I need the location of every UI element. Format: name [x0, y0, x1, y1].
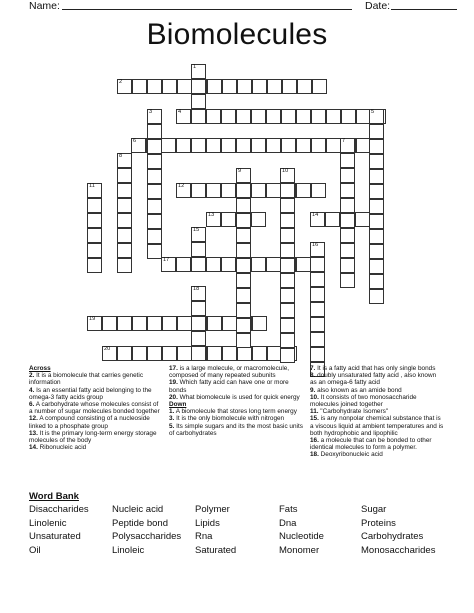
- grid-cell[interactable]: [340, 213, 355, 228]
- clue-item-text: Deoxyribonucleic acid: [318, 451, 383, 459]
- clue-item-text: is a large molecule, or macromolecule, composed of many repeated subunits: [169, 365, 290, 380]
- clue-number: 19: [89, 316, 96, 322]
- word-bank-word: Sugar: [361, 504, 387, 515]
- grid-cell[interactable]: [117, 228, 132, 243]
- grid-cell[interactable]: [191, 301, 206, 316]
- grid-cell[interactable]: [117, 183, 132, 198]
- clue-item: [310, 451, 444, 458]
- clue-number: 7: [342, 138, 346, 144]
- grid-cell[interactable]: [236, 243, 251, 258]
- grid-cell[interactable]: [132, 316, 147, 331]
- clue-item-number: 3.: [169, 415, 175, 423]
- grid-cell[interactable]: [266, 257, 281, 272]
- grid-cell[interactable]: [191, 64, 206, 79]
- grid-cell[interactable]: [369, 214, 384, 229]
- grid-cell[interactable]: [355, 212, 370, 227]
- grid-cell[interactable]: [132, 79, 147, 94]
- grid-cell[interactable]: [266, 183, 281, 198]
- grid-cell[interactable]: [147, 199, 162, 214]
- grid-cell[interactable]: [221, 183, 236, 198]
- clue-item-text: Which fatty acid can have one or more bonds: [169, 379, 289, 394]
- grid-cell[interactable]: [236, 333, 251, 348]
- clue-item-number: 8.: [310, 372, 316, 380]
- grid-cell[interactable]: [117, 258, 132, 273]
- grid-cell[interactable]: [117, 213, 132, 228]
- name-label: Name:: [29, 0, 60, 12]
- word-bank-word: Polymer: [195, 504, 230, 515]
- grid-cell[interactable]: [191, 316, 206, 331]
- clue-item: [169, 423, 303, 437]
- grid-cell[interactable]: [369, 274, 384, 289]
- grid-cell[interactable]: [191, 109, 206, 124]
- word-bank-word: Peptide bond: [112, 517, 168, 529]
- grid-cell[interactable]: [340, 183, 355, 198]
- clue-item-text: It consists of two monosaccharide molecules joined together: [310, 393, 417, 409]
- grid-cell[interactable]: [280, 198, 295, 213]
- grid-cell[interactable]: [236, 168, 251, 183]
- grid-cell[interactable]: [340, 273, 355, 288]
- grid-cell[interactable]: [176, 138, 191, 153]
- date-label: Date:: [365, 0, 391, 12]
- clue-item-text: Its simple sugars and its the most basic units of carbohydrates: [169, 422, 303, 437]
- clue-item-text: A carbohydrate whose molecules consist of a number of sugar molecules bonded together: [29, 401, 160, 416]
- grid-cell[interactable]: [369, 259, 384, 274]
- clues-column-1: [29, 365, 163, 451]
- grid-cell[interactable]: [280, 318, 295, 333]
- grid-cell[interactable]: [236, 273, 251, 288]
- grid-cell[interactable]: [236, 183, 251, 198]
- clue-number: 8: [119, 153, 123, 159]
- grid-cell[interactable]: [221, 138, 236, 153]
- clue-item: [310, 437, 444, 451]
- clue-item-number: 10.: [310, 393, 319, 401]
- grid-cell[interactable]: [252, 79, 267, 94]
- word-bank-word: Disaccharides: [29, 504, 89, 515]
- grid-cell[interactable]: [266, 138, 281, 153]
- grid-cell[interactable]: [267, 79, 282, 94]
- clue-number: 5: [371, 109, 375, 115]
- clue-number: 12: [178, 183, 185, 189]
- clue-item-number: 11.: [310, 408, 319, 416]
- grid-cell[interactable]: [177, 316, 192, 331]
- clue-number: 14: [312, 212, 319, 218]
- clue-item-text: A compound consisting of a nucleoside linked to a phosphate group: [29, 415, 150, 430]
- grid-cell[interactable]: [341, 109, 356, 124]
- grid-cell[interactable]: [102, 316, 117, 331]
- across-heading: Across: [29, 365, 51, 372]
- grid-cell[interactable]: [296, 138, 311, 153]
- grid-cell[interactable]: [280, 348, 295, 363]
- word-bank-word: Lipids: [195, 517, 220, 529]
- clue-number: 10: [282, 168, 289, 174]
- word-bank-word: Unsaturated: [29, 531, 81, 543]
- grid-cell[interactable]: [117, 79, 132, 94]
- clue-item: [310, 394, 444, 408]
- grid-cell[interactable]: [340, 168, 355, 183]
- clue-item-number: 2.: [29, 372, 35, 380]
- grid-cell[interactable]: [221, 109, 236, 124]
- grid-cell[interactable]: [251, 183, 266, 198]
- grid-cell[interactable]: [236, 288, 251, 303]
- grid-cell[interactable]: [87, 183, 102, 198]
- grid-cell[interactable]: [222, 79, 237, 94]
- grid-cell[interactable]: [191, 257, 206, 272]
- grid-cell[interactable]: [312, 79, 327, 94]
- word-bank-word: Linolenic: [29, 517, 67, 529]
- grid-cell[interactable]: [310, 347, 325, 362]
- word-bank-word: Proteins: [361, 517, 396, 529]
- grid-cell[interactable]: [340, 138, 355, 153]
- word-bank-word: Monomer: [279, 544, 320, 556]
- clue-number: 9: [238, 168, 242, 174]
- grid-cell[interactable]: [311, 183, 326, 198]
- clue-item-number: 15.: [310, 415, 319, 423]
- clue-item-number: 4.: [29, 386, 35, 394]
- grid-cell[interactable]: [147, 169, 162, 184]
- clue-item-text: What biomolecule is used for quick energy: [177, 393, 300, 401]
- grid-cell[interactable]: [206, 212, 221, 227]
- clue-item: [169, 408, 303, 415]
- grid-cell[interactable]: [310, 242, 325, 257]
- grid-cell[interactable]: [296, 257, 311, 272]
- grid-cell[interactable]: [176, 183, 191, 198]
- grid-cell[interactable]: [87, 243, 102, 258]
- grid-cell[interactable]: [266, 109, 281, 124]
- grid-cell[interactable]: [252, 346, 267, 361]
- clue-item: [169, 379, 303, 393]
- grid-cell[interactable]: [340, 243, 355, 258]
- grid-cell[interactable]: [282, 79, 297, 94]
- word-bank-word: Nucleotide: [279, 531, 324, 543]
- grid-cell[interactable]: [191, 94, 206, 109]
- grid-cell[interactable]: [311, 138, 326, 153]
- clue-number: 6: [133, 138, 137, 144]
- grid-cell[interactable]: [280, 273, 295, 288]
- grid-cell[interactable]: [251, 257, 266, 272]
- grid-cell[interactable]: [207, 346, 222, 361]
- grid-cell[interactable]: [326, 138, 341, 153]
- word-bank-column: [112, 503, 181, 557]
- clue-item-number: 16.: [310, 437, 319, 445]
- clue-item-number: 19.: [169, 379, 178, 387]
- grid-cell[interactable]: [369, 109, 384, 124]
- grid-cell[interactable]: [369, 199, 384, 214]
- grid-cell[interactable]: [191, 286, 206, 301]
- grid-cell[interactable]: [237, 346, 252, 361]
- grid-cell[interactable]: [326, 109, 341, 124]
- clue-number: 15: [193, 227, 200, 233]
- grid-cell[interactable]: [280, 213, 295, 228]
- grid-cell[interactable]: [251, 212, 266, 227]
- grid-cell[interactable]: [236, 228, 251, 243]
- clue-item: [29, 430, 163, 444]
- grid-cell[interactable]: [236, 318, 251, 333]
- clue-item: [169, 365, 303, 379]
- grid-cell[interactable]: [206, 109, 221, 124]
- clue-item: [169, 394, 303, 401]
- grid-cell[interactable]: [161, 257, 176, 272]
- grid-cell[interactable]: [176, 109, 191, 124]
- grid-cell[interactable]: [369, 124, 384, 139]
- grid-cell[interactable]: [310, 302, 325, 317]
- grid-cell[interactable]: [311, 109, 326, 124]
- grid-cell[interactable]: [207, 79, 222, 94]
- grid-cell[interactable]: [296, 109, 311, 124]
- grid-cell[interactable]: [191, 138, 206, 153]
- grid-cell[interactable]: [236, 198, 251, 213]
- grid-cell[interactable]: [131, 138, 146, 153]
- clue-item: [310, 365, 444, 372]
- grid-cell[interactable]: [369, 139, 384, 154]
- word-bank-word: Dna: [279, 517, 297, 529]
- grid-cell[interactable]: [87, 228, 102, 243]
- grid-cell[interactable]: [340, 228, 355, 243]
- grid-cell[interactable]: [310, 332, 325, 347]
- grid-cell[interactable]: [117, 316, 132, 331]
- grid-cell[interactable]: [340, 153, 355, 168]
- clue-item: [29, 372, 163, 386]
- grid-cell[interactable]: [147, 154, 162, 169]
- word-bank-column: [195, 503, 236, 557]
- clue-number: 3: [149, 109, 153, 115]
- grid-cell[interactable]: [369, 244, 384, 259]
- grid-cell[interactable]: [147, 124, 162, 139]
- clue-item-text: It is a biomolecule that carries genetic information: [29, 372, 144, 387]
- word-bank-word: Fats: [279, 504, 298, 515]
- word-bank-word: Carbohydrates: [361, 531, 424, 543]
- grid-cell[interactable]: [280, 333, 295, 348]
- clues-column-2: [169, 365, 303, 437]
- grid-cell[interactable]: [340, 198, 355, 213]
- grid-cell[interactable]: [177, 79, 192, 94]
- grid-cell[interactable]: [310, 257, 325, 272]
- grid-cell[interactable]: [117, 168, 132, 183]
- grid-cell[interactable]: [87, 213, 102, 228]
- grid-cell[interactable]: [369, 154, 384, 169]
- grid-cell[interactable]: [191, 227, 206, 242]
- grid-cell[interactable]: [236, 303, 251, 318]
- grid-cell[interactable]: [191, 79, 206, 94]
- grid-cell[interactable]: [162, 79, 177, 94]
- grid-cell[interactable]: [310, 317, 325, 332]
- grid-cell[interactable]: [251, 138, 266, 153]
- word-bank-word: Monosaccharides: [361, 544, 436, 556]
- grid-cell[interactable]: [191, 183, 206, 198]
- clue-item-text: It is a fatty acid that has only single bonds: [315, 365, 436, 372]
- grid-cell[interactable]: [222, 316, 237, 331]
- grid-cell[interactable]: [206, 138, 221, 153]
- grid-cell[interactable]: [280, 183, 295, 198]
- grid-cell[interactable]: [280, 243, 295, 258]
- grid-cell[interactable]: [87, 258, 102, 273]
- clue-item-text: "Carbohydrate Isomers": [318, 408, 389, 416]
- clue-number: 1: [193, 64, 197, 70]
- grid-cell[interactable]: [222, 346, 237, 361]
- clue-item-text: doubly unsaturated fatty acid , also known as an omega-6 fatty acid: [310, 372, 437, 387]
- name-line[interactable]: [62, 0, 352, 10]
- grid-cell[interactable]: [147, 214, 162, 229]
- clue-item: [310, 387, 444, 394]
- grid-cell[interactable]: [176, 257, 191, 272]
- grid-cell[interactable]: [296, 183, 311, 198]
- clue-item-number: 7.: [310, 365, 316, 372]
- grid-cell[interactable]: [147, 109, 162, 124]
- grid-cell[interactable]: [191, 242, 206, 257]
- grid-cell[interactable]: [177, 346, 192, 361]
- grid-cell[interactable]: [280, 258, 295, 273]
- grid-cell[interactable]: [281, 109, 296, 124]
- clue-item-number: 12.: [29, 415, 38, 423]
- grid-cell[interactable]: [147, 244, 162, 259]
- grid-cell[interactable]: [191, 346, 206, 361]
- grid-cell[interactable]: [369, 289, 384, 304]
- grid-cell[interactable]: [147, 229, 162, 244]
- grid-cell[interactable]: [251, 109, 266, 124]
- clue-number: 20: [104, 346, 111, 352]
- word-bank-column: [29, 503, 89, 557]
- grid-cell[interactable]: [310, 212, 325, 227]
- grid-cell[interactable]: [221, 212, 236, 227]
- grid-cell[interactable]: [117, 243, 132, 258]
- grid-cell[interactable]: [117, 153, 132, 168]
- clue-item-number: 1.: [169, 408, 175, 416]
- grid-cell[interactable]: [310, 272, 325, 287]
- clue-item-number: 13.: [29, 429, 38, 437]
- clue-item-number: 14.: [29, 444, 38, 452]
- clue-number: 2: [119, 79, 123, 85]
- grid-cell[interactable]: [297, 79, 312, 94]
- clue-number: 13: [208, 212, 215, 218]
- clue-item: [29, 444, 163, 451]
- word-bank-title: Word Bank: [29, 491, 79, 502]
- clue-item-text: A biomolecule that stores long term energy: [174, 408, 297, 416]
- clue-item-number: 18.: [310, 451, 319, 459]
- grid-cell[interactable]: [147, 139, 162, 154]
- clue-item-text: is any nonpolar chemical substance that is a viscous liquid at ambient temperatures and is both hydrophobic and lipophilic: [310, 415, 444, 437]
- grid-cell[interactable]: [236, 258, 251, 273]
- grid-cell[interactable]: [237, 79, 252, 94]
- clue-item: [310, 415, 444, 437]
- grid-cell[interactable]: [340, 258, 355, 273]
- clue-item: [29, 387, 163, 401]
- grid-cell[interactable]: [369, 169, 384, 184]
- word-bank-word: Oil: [29, 544, 41, 556]
- grid-cell[interactable]: [147, 346, 162, 361]
- grid-cell[interactable]: [147, 316, 162, 331]
- clue-number: 4: [178, 109, 182, 115]
- grid-cell[interactable]: [310, 287, 325, 302]
- grid-cell[interactable]: [369, 184, 384, 199]
- grid-cell[interactable]: [280, 168, 295, 183]
- clue-item-text: It is the only biomolecule with nitrogen: [174, 415, 285, 423]
- grid-cell[interactable]: [280, 288, 295, 303]
- grid-cell[interactable]: [207, 316, 222, 331]
- grid-cell[interactable]: [132, 346, 147, 361]
- clue-number: 18: [193, 286, 200, 292]
- clue-item-text: Ribonucleic acid: [37, 444, 87, 452]
- clue-number: 17: [163, 257, 170, 263]
- grid-cell[interactable]: [280, 228, 295, 243]
- clue-item-text: It is the primary long-term energy storage molecules of the body: [29, 429, 157, 445]
- grid-cell[interactable]: [161, 138, 176, 153]
- grid-cell[interactable]: [147, 79, 162, 94]
- grid-cell[interactable]: [191, 331, 206, 346]
- page-title: Biomolecules: [146, 18, 328, 51]
- grid-cell[interactable]: [281, 138, 296, 153]
- grid-cell[interactable]: [117, 198, 132, 213]
- word-bank-word: Linoleic: [112, 544, 145, 556]
- clue-item-text: a molecule that can be bonded to other identical molecules to form a polymer.: [310, 437, 432, 452]
- clue-item-number: 6.: [29, 401, 35, 409]
- grid-cell[interactable]: [325, 212, 340, 227]
- word-bank-column: [361, 503, 435, 557]
- grid-cell[interactable]: [236, 213, 251, 228]
- clue-item-number: 9.: [310, 386, 316, 394]
- grid-cell[interactable]: [280, 303, 295, 318]
- clue-item: [29, 401, 163, 415]
- clue-item: [29, 415, 163, 429]
- clue-item-number: 17.: [169, 365, 178, 372]
- clue-item-number: 20.: [169, 393, 178, 401]
- grid-cell[interactable]: [206, 183, 221, 198]
- grid-cell[interactable]: [236, 109, 251, 124]
- down-heading: Down: [169, 401, 187, 409]
- grid-cell[interactable]: [206, 257, 221, 272]
- grid-cell[interactable]: [87, 198, 102, 213]
- clue-item: [310, 408, 444, 415]
- clue-number: 11: [89, 183, 95, 189]
- word-bank-word: Nucleic acid: [112, 504, 164, 515]
- clue-item: [310, 372, 444, 386]
- grid-cell[interactable]: [221, 257, 236, 272]
- clues-column-3: [310, 365, 444, 459]
- word-bank-column: [279, 503, 324, 557]
- clue-item: [169, 415, 303, 422]
- date-line[interactable]: [391, 0, 457, 10]
- grid-cell[interactable]: [162, 316, 177, 331]
- word-bank-word: Rna: [195, 531, 213, 543]
- grid-cell[interactable]: [252, 316, 267, 331]
- clue-item-number: 5.: [169, 422, 175, 430]
- grid-cell[interactable]: [147, 184, 162, 199]
- grid-cell[interactable]: [236, 138, 251, 153]
- word-bank-word: Saturated: [195, 544, 237, 556]
- grid-cell[interactable]: [102, 346, 117, 361]
- clue-item-text: also known as an amide bond: [315, 386, 402, 394]
- grid-cell[interactable]: [87, 316, 102, 331]
- grid-cell[interactable]: [162, 346, 177, 361]
- word-bank-word: Polysaccharides: [112, 531, 182, 543]
- clue-number: 16: [312, 242, 319, 248]
- clue-item-text: Is an essential fatty acid belonging to the omega-3 fatty acids group: [29, 386, 152, 401]
- grid-cell[interactable]: [369, 229, 384, 244]
- grid-cell[interactable]: [117, 346, 132, 361]
